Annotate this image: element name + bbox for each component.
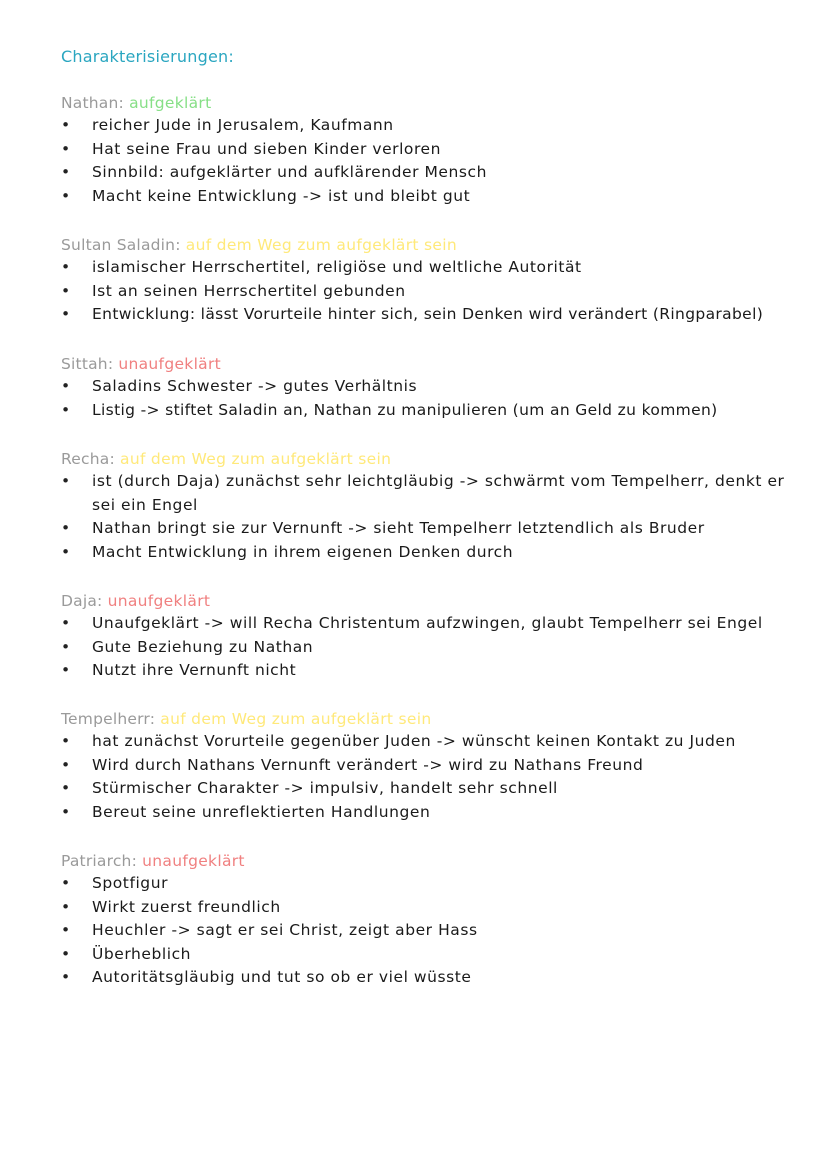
list-item: [61, 280, 801, 304]
bullet: •: [61, 116, 71, 134]
list-item: [61, 161, 801, 185]
section-heading: [61, 448, 801, 470]
trait-list: [61, 256, 801, 327]
list-item-text: Saladins Schwester -> gutes Verhältnis: [92, 377, 418, 395]
list-item-text: Spotfigur: [92, 874, 168, 892]
section-daja: [61, 590, 801, 683]
character-status: auf dem Weg zum aufgeklärt sein: [120, 450, 392, 468]
bullet: •: [61, 921, 71, 939]
section-patriarch: [61, 850, 801, 990]
bullet: •: [61, 897, 71, 916]
list-item: [61, 375, 801, 399]
bullet: •: [61, 305, 71, 323]
bullet: •: [61, 944, 71, 963]
list-item-text: hat zunächst Vorurteile gegenüber Juden -> wünscht keinen Kontakt zu Juden: [92, 732, 736, 750]
bullet: •: [61, 637, 71, 656]
list-item: [61, 872, 801, 896]
list-item: [61, 659, 801, 683]
character-name: Sultan Saladin:: [61, 236, 181, 254]
list-item: [61, 256, 801, 280]
list-item-text: Heuchler -> sagt er sei Christ, zeigt aber Hass: [92, 921, 478, 939]
list-item: [61, 943, 801, 967]
page-title: Charakterisierungen:: [61, 47, 234, 66]
list-item: [61, 636, 801, 660]
bullet: •: [61, 802, 71, 821]
section-nathan: [61, 92, 801, 208]
list-item-text: Überheblich: [92, 944, 192, 963]
list-item: [61, 896, 801, 920]
character-status: unaufgeklärt: [107, 592, 211, 610]
character-status: aufgeklärt: [129, 94, 212, 112]
section-heading: [61, 708, 801, 730]
list-item: [61, 399, 801, 423]
list-item: [61, 303, 801, 327]
bullet: •: [61, 377, 71, 395]
list-item-text: Hat seine Frau und sieben Kinder verloren: [92, 139, 442, 158]
list-item-text: Stürmischer Charakter -> impulsiv, handelt sehr schnell: [92, 779, 558, 797]
character-name: Patriarch:: [61, 852, 138, 870]
list-item: [61, 541, 801, 565]
list-item-text: Entwicklung: lässt Vorurteile hinter sich, sein Denken wird verändert (Ringparabel): [92, 305, 764, 323]
list-item: [61, 114, 801, 138]
character-status: unaufgeklärt: [118, 355, 222, 373]
section-recha: [61, 448, 801, 564]
list-item-text: ist (durch Daja) zunächst sehr leichtgläubig -> schwärmt vom Tempelherr, denkt er sei ein Engel: [92, 472, 785, 514]
list-item-text: Wirkt zuerst freundlich: [92, 897, 281, 916]
character-name: Sittah:: [61, 355, 114, 373]
section-heading: [61, 590, 801, 612]
trait-list: [61, 375, 801, 422]
list-item: [61, 754, 801, 778]
character-name: Tempelherr:: [61, 710, 156, 728]
character-status: unaufgeklärt: [142, 852, 245, 870]
list-item-text: Autoritätsgläubig und tut so ob er viel wüsste: [92, 968, 472, 986]
bullet: •: [61, 139, 71, 158]
section-heading: [61, 850, 801, 872]
bullet: •: [61, 614, 71, 632]
list-item: [61, 801, 801, 825]
bullet: •: [61, 281, 71, 300]
list-item-text: Macht Entwicklung in ihrem eigenen Denken durch: [92, 542, 514, 561]
section-heading: [61, 92, 801, 114]
list-item: [61, 138, 801, 162]
trait-list: [61, 612, 801, 683]
section-heading: [61, 353, 801, 375]
list-item-text: Wird durch Nathans Vernunft verändert -> wird zu Nathans Freund: [92, 755, 644, 774]
bullet: •: [61, 968, 71, 986]
list-item: [61, 470, 792, 517]
list-item: [61, 777, 801, 801]
trait-list: [61, 114, 801, 208]
list-item: [61, 919, 801, 943]
list-item-text: reicher Jude in Jerusalem, Kaufmann: [92, 116, 394, 134]
bullet: •: [61, 874, 71, 892]
list-item-text: Nutzt ihre Vernunft nicht: [92, 661, 297, 679]
trait-list: [61, 872, 801, 990]
list-item: [61, 612, 801, 636]
bullet: •: [61, 258, 71, 276]
list-item-text: Listig -> stiftet Saladin an, Nathan zu manipulieren (um an Geld zu kommen): [92, 400, 718, 419]
list-item: [61, 966, 801, 990]
list-item-text: Bereut seine unreflektierten Handlungen: [92, 802, 431, 821]
bullet: •: [61, 163, 71, 181]
character-name: Nathan:: [61, 94, 124, 112]
bullet: •: [61, 755, 71, 774]
section-tempelherr: [61, 708, 801, 824]
trait-list: [61, 470, 801, 564]
character-name: Recha:: [61, 450, 115, 468]
bullet: •: [61, 732, 71, 750]
bullet: •: [61, 400, 71, 419]
trait-list: [61, 730, 801, 824]
bullet: •: [61, 186, 71, 205]
list-item-text: Nathan bringt sie zur Vernunft -> sieht Tempelherr letztendlich als Bruder: [92, 519, 705, 537]
list-item-text: Gute Beziehung zu Nathan: [92, 637, 314, 656]
list-item: [61, 730, 801, 754]
bullet: •: [61, 661, 71, 679]
character-status: auf dem Weg zum aufgeklärt sein: [160, 710, 432, 728]
list-item-text: Ist an seinen Herrschertitel gebunden: [92, 281, 406, 300]
bullet: •: [61, 519, 71, 537]
section-sultan-saladin: [61, 234, 801, 327]
bullet: •: [61, 779, 71, 797]
list-item: [61, 517, 801, 541]
list-item: [61, 185, 801, 209]
list-item-text: Sinnbild: aufgeklärter und aufklärender Mensch: [92, 163, 487, 181]
character-status: auf dem Weg zum aufgeklärt sein: [185, 236, 457, 254]
character-name: Daja:: [61, 592, 103, 610]
section-sittah: [61, 353, 801, 422]
list-item-text: Unaufgeklärt -> will Recha Christentum aufzwingen, glaubt Tempelherr sei Engel: [92, 614, 763, 632]
list-item-text: Macht keine Entwicklung -> ist und bleibt gut: [92, 186, 471, 205]
bullet: •: [61, 472, 71, 490]
bullet: •: [61, 542, 71, 561]
list-item-text: islamischer Herrschertitel, religiöse und weltliche Autorität: [92, 258, 582, 276]
section-heading: [61, 234, 801, 256]
